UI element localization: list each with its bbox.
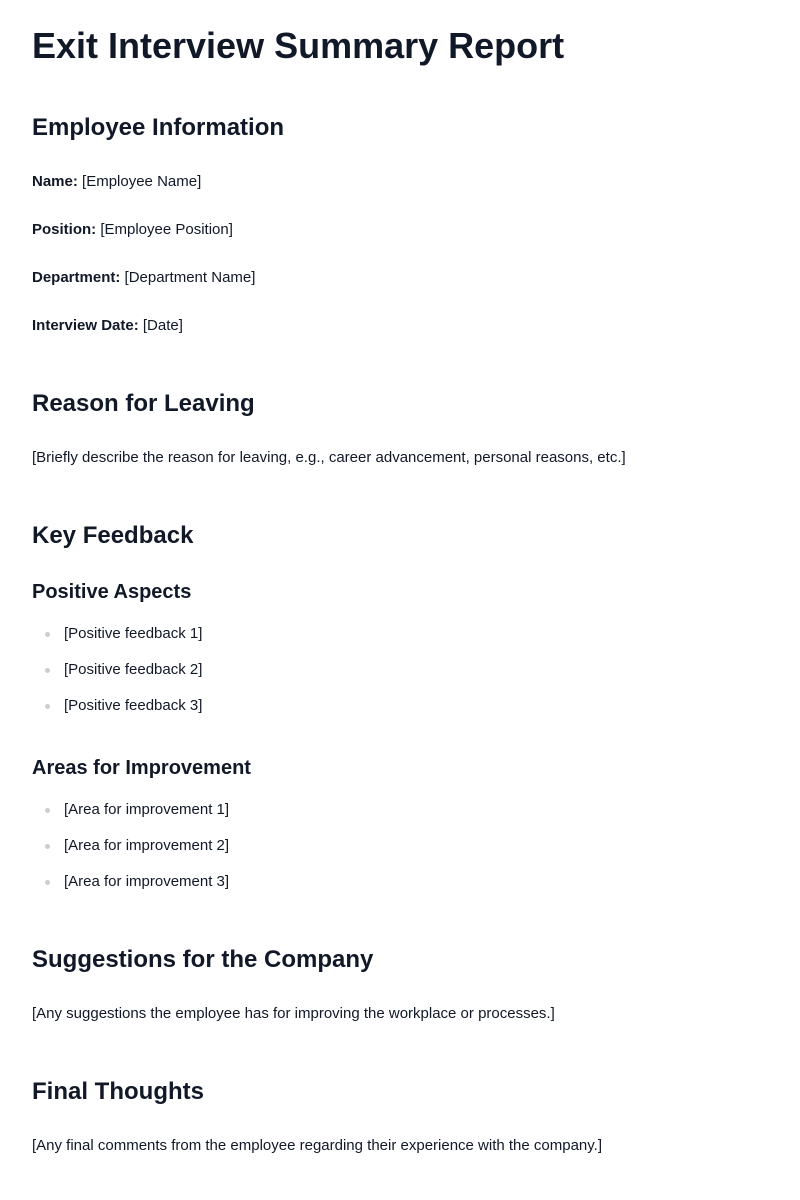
list-item — [32, 660, 202, 696]
bullet-icon — [45, 808, 50, 813]
positive-aspects-heading: Positive Aspects — [32, 581, 192, 603]
list-item-text: [Area for improvement 3] — [64, 873, 230, 890]
field-position-label: Position: — [32, 221, 97, 238]
suggestions-text: [Any suggestions the employee has for improving the workplace or processes.] — [32, 1005, 555, 1022]
field-name-label: Name: — [32, 173, 78, 190]
list-item — [32, 696, 202, 732]
areas-for-improvement-heading: Areas for Improvement — [32, 757, 251, 779]
bullet-icon — [45, 632, 50, 637]
list-item-text: [Positive feedback 1] — [64, 625, 203, 642]
list-item-text: [Area for improvement 1] — [64, 801, 230, 818]
list-item-text: [Positive feedback 3] — [64, 697, 203, 714]
list-item — [32, 836, 229, 872]
bullet-icon — [45, 844, 50, 849]
field-interview-date-value: [Date] — [142, 317, 183, 334]
field-name — [32, 172, 201, 192]
reason-text: [Briefly describe the reason for leaving, e.g., career advancement, personal reasons, etc.] — [32, 449, 626, 466]
field-department-label: Department: — [32, 269, 121, 286]
areas-for-improvement-list — [32, 800, 229, 908]
final-thoughts-text: [Any final comments from the employee regarding their experience with the company.] — [32, 1137, 602, 1154]
list-item-text: [Area for improvement 2] — [64, 837, 230, 854]
bullet-icon — [45, 880, 50, 885]
field-position-value: [Employee Position] — [100, 221, 233, 238]
field-interview-date-label: Interview Date: — [32, 317, 139, 334]
key-feedback-heading: Key Feedback — [32, 522, 194, 549]
list-item-text: [Positive feedback 2] — [64, 661, 203, 678]
list-item — [32, 872, 229, 908]
employee-information-heading: Employee Information — [32, 114, 285, 141]
field-interview-date — [32, 316, 183, 336]
bullet-icon — [45, 668, 50, 673]
final-thoughts-heading: Final Thoughts — [32, 1078, 204, 1105]
field-position — [32, 220, 233, 240]
positive-aspects-list — [32, 624, 202, 732]
list-item — [32, 800, 229, 836]
bullet-icon — [45, 704, 50, 709]
field-department-value: [Department Name] — [124, 269, 256, 286]
field-name-value: [Employee Name] — [82, 173, 202, 190]
reason-heading: Reason for Leaving — [32, 390, 255, 417]
report-title: Exit Interview Summary Report — [32, 25, 565, 66]
field-department — [32, 268, 255, 288]
suggestions-heading: Suggestions for the Company — [32, 946, 374, 973]
list-item — [32, 624, 202, 660]
